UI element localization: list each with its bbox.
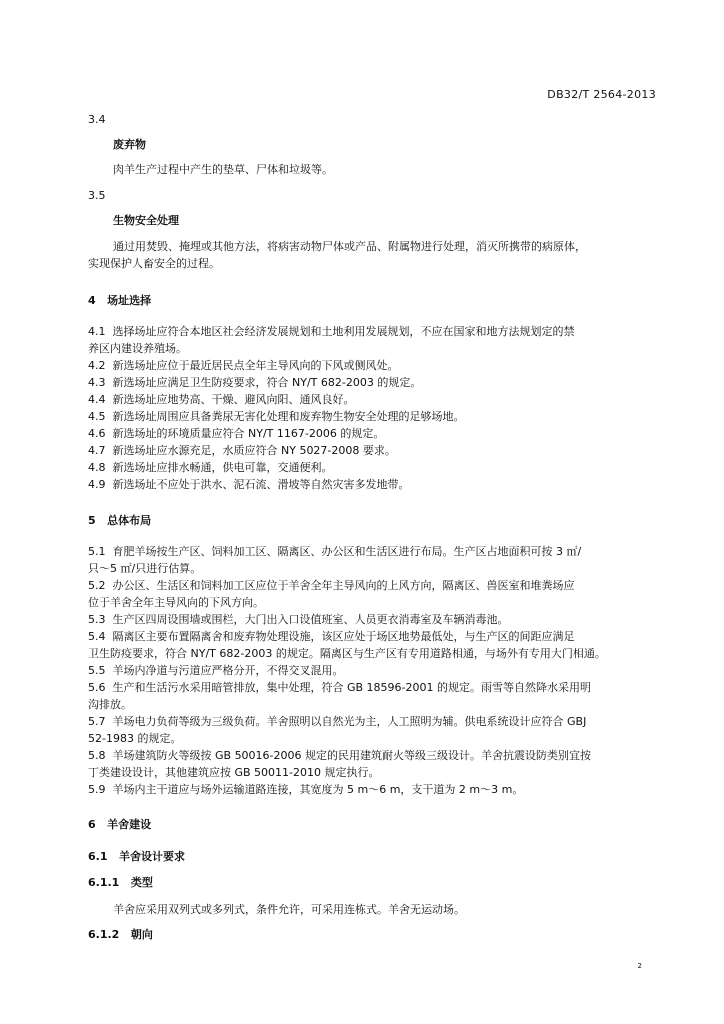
clause-number: 4.2 [88, 359, 106, 372]
clause-number: 5.7 [88, 715, 106, 728]
section-number: 6 [88, 818, 96, 831]
paragraph: 羊舍应采用双列式或多列式，条件允许，可采用连栋式。羊舍无运动场。 [113, 903, 465, 916]
clause-text-continued: 沟排放。 [88, 698, 132, 711]
clause-item [88, 783, 658, 797]
clause-number: 4.6 [88, 427, 106, 440]
clause-text: 选择场址应符合本地区社会经济发展规划和土地利用发展规划，不应在国家和地方法规划定的禁 [112, 325, 575, 338]
clause-text: 新选场址应满足卫生防疫要求，符合 NY/T 682-2003 的规定。 [112, 376, 422, 389]
clause-text: 新选场址应水源充足，水质应符合 NY 5027-2008 要求。 [112, 444, 396, 457]
clause-number: 3.4 [88, 113, 106, 126]
subsection-number: 6.1.1 [88, 876, 120, 889]
clause-text-continued: 卫生防疫要求，符合 NY/T 682-2003 的规定。隔离区与生产区有专用道路相通，与场外有专用大门相通。 [88, 647, 606, 660]
clause-text: 新选场址应排水畅通，供电可靠，交通便利。 [112, 461, 333, 474]
clause-item [88, 664, 658, 678]
clause-text: 新选场址不应处于洪水、泥石流、滑坡等自然灾害多发地带。 [112, 478, 410, 491]
clause-item [88, 715, 658, 729]
standard-number: DB32/T 2564-2013 [547, 88, 656, 101]
clause-item [88, 461, 658, 475]
clause-text: 育肥羊场按生产区、饲料加工区、隔离区、办公区和生活区进行布局。生产区占地面积可按 3 ㎡/ [112, 545, 582, 558]
clause-text-continued: 只～5 ㎡/只进行估算。 [88, 562, 202, 575]
clause-item [88, 427, 658, 441]
clause-item [88, 410, 658, 424]
subsection-title: 类型 [130, 876, 153, 889]
clause-item [88, 545, 658, 559]
clause-item [88, 630, 658, 644]
term-title: 生物安全处理 [113, 214, 179, 227]
clause-item [88, 749, 658, 763]
clause-number: 4.5 [88, 410, 106, 423]
page-number: 2 [637, 962, 642, 970]
subsection-number: 6.1 [88, 850, 108, 863]
clause-text: 新选场址应位于最近居民点全年主导风向的下风或侧风处。 [112, 359, 399, 372]
clause-number: 5.2 [88, 579, 106, 592]
subsection-heading [88, 928, 658, 942]
clause-text: 办公区、生活区和饲料加工区应位于羊舍全年主导风向的上风方向，隔离区、兽医室和堆粪场应 [112, 579, 575, 592]
clause-number: 4.1 [88, 325, 106, 338]
clause-text: 羊场电力负荷等级为三级负荷。羊舍照明以自然光为主，人工照明为辅。供电系统设计应符合 GBJ [112, 715, 587, 728]
term-definition: 通过用焚毁、掩埋或其他方法，将病害动物尸体或产品、附属物进行处理，消灭所携带的病原体， [113, 240, 586, 253]
section-heading [88, 818, 658, 832]
clause-item [88, 613, 658, 627]
clause-text: 新选场址应地势高、干燥、避风向阳、通风良好。 [112, 393, 355, 406]
clause-text-continued: 丁类建设设计，其他建筑应按 GB 50011-2010 规定执行。 [88, 766, 380, 779]
clause-text: 生产区四周设围墙或围栏，大门出入口设值班室、人员更衣消毒室及车辆消毒池。 [112, 613, 509, 626]
clause-number: 5.6 [88, 681, 106, 694]
clause-number: 5.3 [88, 613, 106, 626]
clause-number: 4.7 [88, 444, 106, 457]
clause-item [88, 444, 658, 458]
section-number: 4 [88, 294, 96, 307]
clause-text: 羊场建筑防火等级按 GB 50016-2006 规定的民用建筑耐火等级三级设计。羊舍抗震设防类别宜按 [112, 749, 592, 762]
clause-text: 新选场址周围应具备粪尿无害化处理和废弃物生物安全处理的足够场地。 [112, 410, 465, 423]
section-number: 5 [88, 514, 96, 527]
clause-text: 羊场内净道与污道应严格分开，不得交叉混用。 [112, 664, 344, 677]
clause-number: 4.9 [88, 478, 106, 491]
clause-item [88, 579, 658, 593]
clause-number: 5.4 [88, 630, 106, 643]
clause-text: 生产和生活污水采用暗管排放，集中处理，符合 GB 18596-2001 的规定。雨雪等自然降水采用明 [112, 681, 592, 694]
clause-number: 5.5 [88, 664, 106, 677]
clause-number: 5.9 [88, 783, 106, 796]
clause-text-continued: 位于羊舍全年主导风向的下风方向。 [88, 596, 264, 609]
clause-item [88, 359, 658, 373]
section-title: 羊舍建设 [107, 818, 152, 831]
section-title: 场址选择 [107, 294, 152, 307]
subsection-title: 朝向 [130, 928, 153, 941]
clause-number: 5.8 [88, 749, 106, 762]
clause-number: 4.8 [88, 461, 106, 474]
term-definition-continued: 实现保护人畜安全的过程。 [88, 257, 220, 270]
clause-item [88, 325, 658, 339]
term-definition: 肉羊生产过程中产生的垫草、尸体和垃圾等。 [113, 163, 333, 176]
clause-number: 3.5 [88, 189, 106, 202]
section-heading [88, 514, 658, 528]
section-title: 总体布局 [107, 514, 152, 527]
subsection-number: 6.1.2 [88, 928, 120, 941]
clause-text-continued: 养区内建设养殖场。 [88, 342, 187, 355]
clause-number: 4.4 [88, 393, 106, 406]
clause-item [88, 376, 658, 390]
clause-item [88, 681, 658, 695]
clause-text: 新选场址的环境质量应符合 NY/T 1167-2006 的规定。 [112, 427, 385, 440]
clause-number: 5.1 [88, 545, 106, 558]
clause-item [88, 478, 658, 492]
section-heading [88, 294, 658, 308]
clause-text-continued: 52-1983 的规定。 [88, 732, 182, 745]
subsection-heading [88, 850, 658, 864]
clause-text: 羊场内主干道应与场外运输道路连接，其宽度为 5 m～6 m，支干道为 2 m～3 m。 [112, 783, 524, 796]
subsection-title: 羊舍设计要求 [119, 850, 185, 863]
clause-number: 4.3 [88, 376, 106, 389]
term-title: 废弃物 [113, 138, 146, 151]
subsection-heading [88, 876, 658, 890]
clause-text: 隔离区主要布置隔离舍和废弃物处理设施，该区应处于场区地势最低处，与生产区的间距应满足 [112, 630, 575, 643]
clause-item [88, 393, 658, 407]
